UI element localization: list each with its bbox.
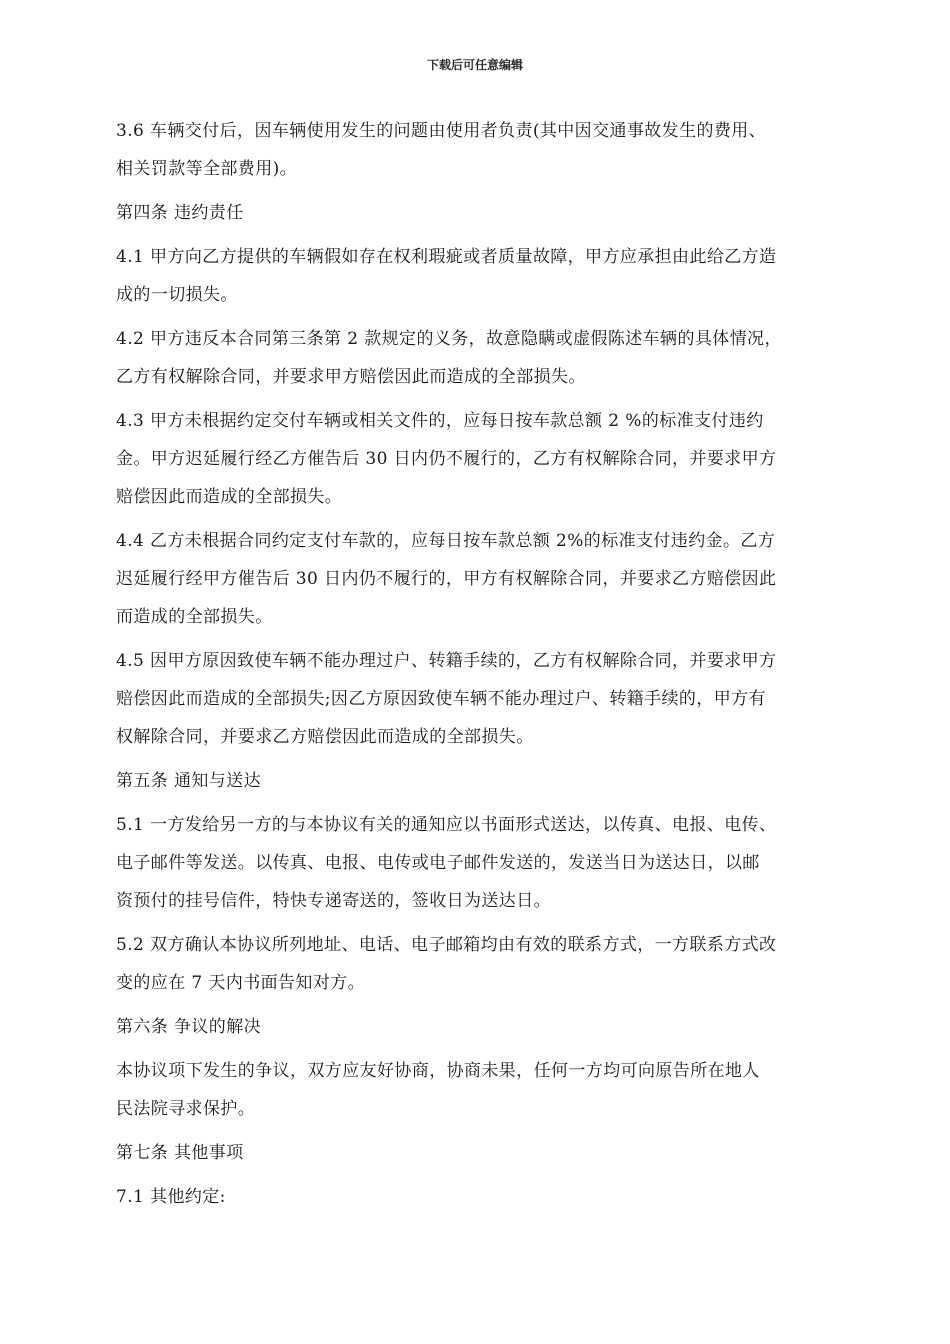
- article-6-text-line-1: 本协议项下发生的争议，双方应友好协商，协商未果，任何一方均可向原告所在地人: [116, 1061, 760, 1081]
- clause-7-1-line-1: 7.1 其他约定:: [116, 1187, 226, 1207]
- document-body: [116, 112, 838, 1216]
- article-6-text-line-2: 民法院寻求保护。: [116, 1099, 256, 1119]
- clause-5-1-line-3: 资预付的挂号信件，特快专递寄送的，签收日为送达日。: [116, 891, 551, 911]
- clause-5-2-line-2: 变的应在 7 天内书面告知对方。: [116, 973, 366, 993]
- clause-5-2-line-1: 5.2 双方确认本协议所列地址、电话、电子邮箱均由有效的联系方式，一方联系方式改: [116, 935, 777, 955]
- clause-4-3-line-3: 赔偿因此而造成的全部损失。: [116, 487, 343, 507]
- clause-4-2-line-1: 4.2 甲方违反本合同第三条第 2 款规定的义务，故意隐瞒或虚假陈述车辆的具体情况，: [116, 329, 782, 349]
- clause-3-6-line-1: 3.6 车辆交付后，因车辆使用发生的问题由使用者负责(其中因交通事故发生的费用、: [116, 121, 767, 141]
- clause-5-1-line-1: 5.1 一方发给另一方的与本协议有关的通知应以书面形式送达，以传真、电报、电传、: [116, 815, 777, 835]
- clause-4-5-line-1: 4.5 因甲方原因致使车辆不能办理过户、转籍手续的，乙方有权解除合同，并要求甲方: [116, 651, 777, 671]
- page-header: 下载后可任意编辑: [426, 58, 523, 72]
- clause-4-4-line-3: 而造成的全部损失。: [116, 607, 273, 627]
- clause-3-6-line-2: 相关罚款等全部费用)。: [116, 159, 298, 179]
- clause-4-1-line-1: 4.1 甲方向乙方提供的车辆假如存在权利瑕疵或者质量故障，甲方应承担由此给乙方造: [116, 247, 777, 267]
- section-heading-article-6: 第六条 争议的解决: [116, 1017, 262, 1037]
- clause-4-3-line-2: 金。甲方迟延履行经乙方催告后 30 日内仍不履行的，乙方有权解除合同，并要求甲方: [116, 449, 777, 469]
- clause-4-4-line-1: 4.4 乙方未根据合同约定支付车款的，应每日按车款总额 2%的标准支付违约金。乙方: [116, 531, 776, 551]
- clause-4-5-line-2: 赔偿因此而造成的全部损失;因乙方原因致使车辆不能办理过户、转籍手续的，甲方有: [116, 689, 766, 709]
- clause-4-4-line-2: 迟延履行经甲方催告后 30 日内仍不履行的，甲方有权解除合同，并要求乙方赔偿因此: [116, 569, 777, 589]
- clause-4-1-line-2: 成的一切损失。: [116, 285, 238, 305]
- clause-4-2-line-2: 乙方有权解除合同，并要求甲方赔偿因此而造成的全部损失。: [116, 367, 586, 387]
- clause-4-3-line-1: 4.3 甲方未根据约定交付车辆或相关文件的，应每日按车款总额 2 %的标准支付违约: [116, 411, 764, 431]
- section-heading-article-4: 第四条 违约责任: [116, 203, 244, 223]
- clause-4-5-line-3: 权解除合同，并要求乙方赔偿因此而造成的全部损失。: [116, 727, 534, 747]
- section-heading-article-7: 第七条 其他事项: [116, 1143, 244, 1163]
- clause-5-1-line-2: 电子邮件等发送。以传真、电报、电传或电子邮件发送的，发送当日为送达日，以邮: [116, 853, 760, 873]
- section-heading-article-5: 第五条 通知与送达: [116, 771, 262, 791]
